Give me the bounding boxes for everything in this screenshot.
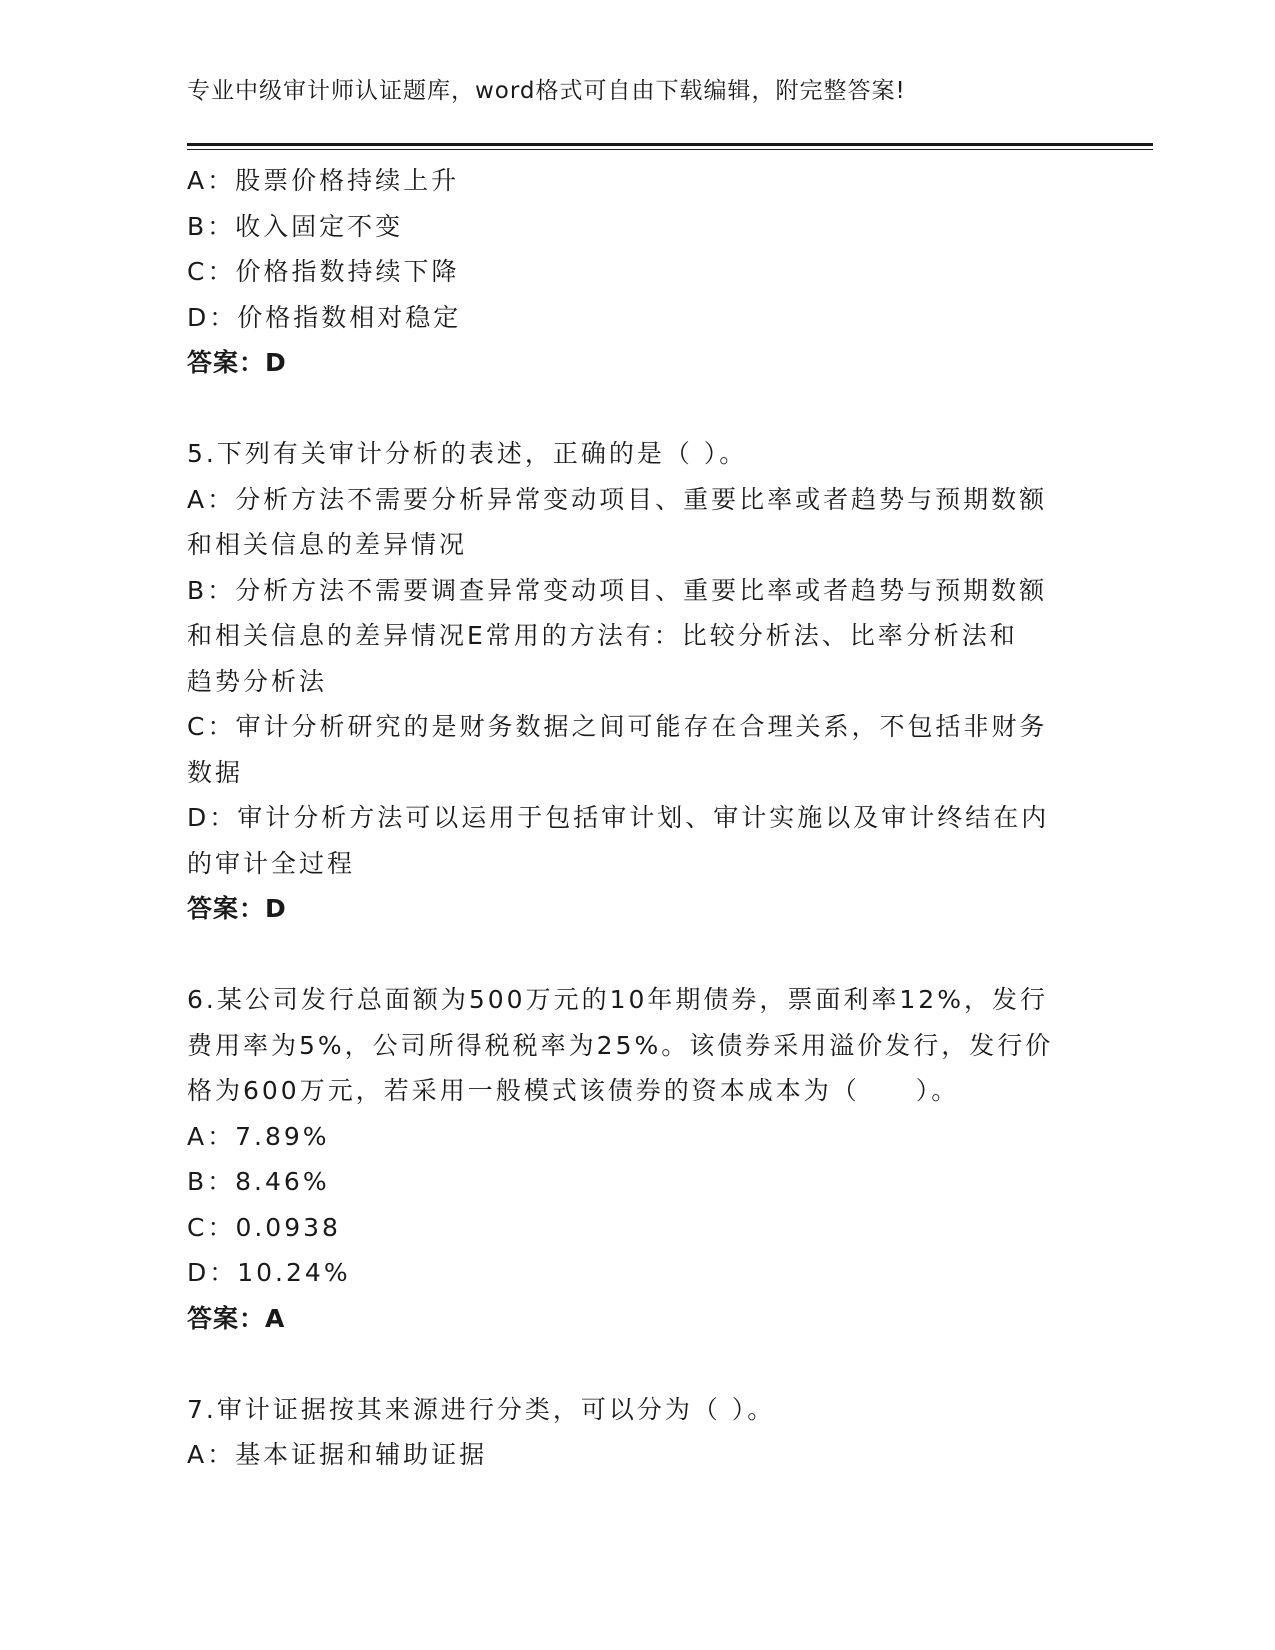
question-4-options (187, 158, 1087, 340)
question-7-stem: 7.审计证据按其来源进行分类，可以分为（ ）。 (187, 1394, 776, 1424)
header-rule-thin (187, 149, 1153, 150)
question-5-option-a (187, 477, 1087, 568)
option-line: C：审计分析研究的是财务数据之间可能存在合理关系，不包括非财务 (187, 712, 1048, 741)
question-5-stem: 5.下列有关审计分析的表述，正确的是（ ）。 (187, 439, 748, 468)
option-line: 和相关信息的差异情况 (187, 530, 468, 559)
option-line: 和相关信息的差异情况E常用的方法有：比较分析法、比率分析法和 (187, 621, 1018, 650)
spacer (187, 386, 1087, 432)
question-content (187, 158, 1087, 1478)
option-b: B：8.46% (187, 1167, 330, 1196)
option-b: B：收入固定不变 (187, 211, 404, 241)
option-d: D：10.24% (187, 1258, 351, 1287)
option-a: A：7.89% (187, 1121, 330, 1151)
question-4-answer: 答案：D (187, 348, 287, 377)
option-line: A：分析方法不需要分析异常变动项目、重要比率或者趋势与预期数额 (187, 484, 1048, 514)
question-5-option-c (187, 704, 1087, 795)
stem-line: 6.某公司发行总面额为500万元的10年期债券，票面利率12%，发行 (187, 985, 1048, 1014)
question-5-option-d (187, 795, 1087, 886)
option-line: D：审计分析方法可以运用于包括审计划、审计实施以及审计终结在内 (187, 803, 1050, 832)
question-5-answer: 答案：D (187, 894, 287, 923)
stem-line: 费用率为5%，公司所得税税率为25%。该债券采用溢价发行，发行价 (187, 1030, 1054, 1060)
option-c: C：0.0938 (187, 1212, 341, 1242)
question-6-options (187, 1114, 1087, 1296)
option-a: A：基本证据和辅助证据 (187, 1440, 488, 1469)
header-rule-thick (187, 143, 1153, 146)
question-6-answer: 答案：A (187, 1303, 286, 1333)
stem-line: 格为600万元，若采用一般模式该债券的资本成本为（ ）。 (187, 1076, 960, 1105)
option-line: 的审计全过程 (187, 848, 356, 878)
option-line: 数据 (187, 757, 244, 787)
option-d: D：价格指数相对稳定 (187, 302, 462, 332)
page-header: 专业中级审计师认证题库，word格式可自由下载编辑，附完整答案! (187, 78, 906, 104)
spacer (187, 932, 1087, 978)
option-line: B：分析方法不需要调查异常变动项目、重要比率或者趋势与预期数额 (187, 575, 1048, 605)
question-5-option-b (187, 568, 1087, 705)
option-c: C：价格指数持续下降 (187, 257, 460, 286)
spacer (187, 1341, 1087, 1387)
option-a: A：股票价格持续上升 (187, 166, 460, 195)
question-6-stem (187, 977, 1087, 1114)
option-line: 趋势分析法 (187, 666, 328, 696)
